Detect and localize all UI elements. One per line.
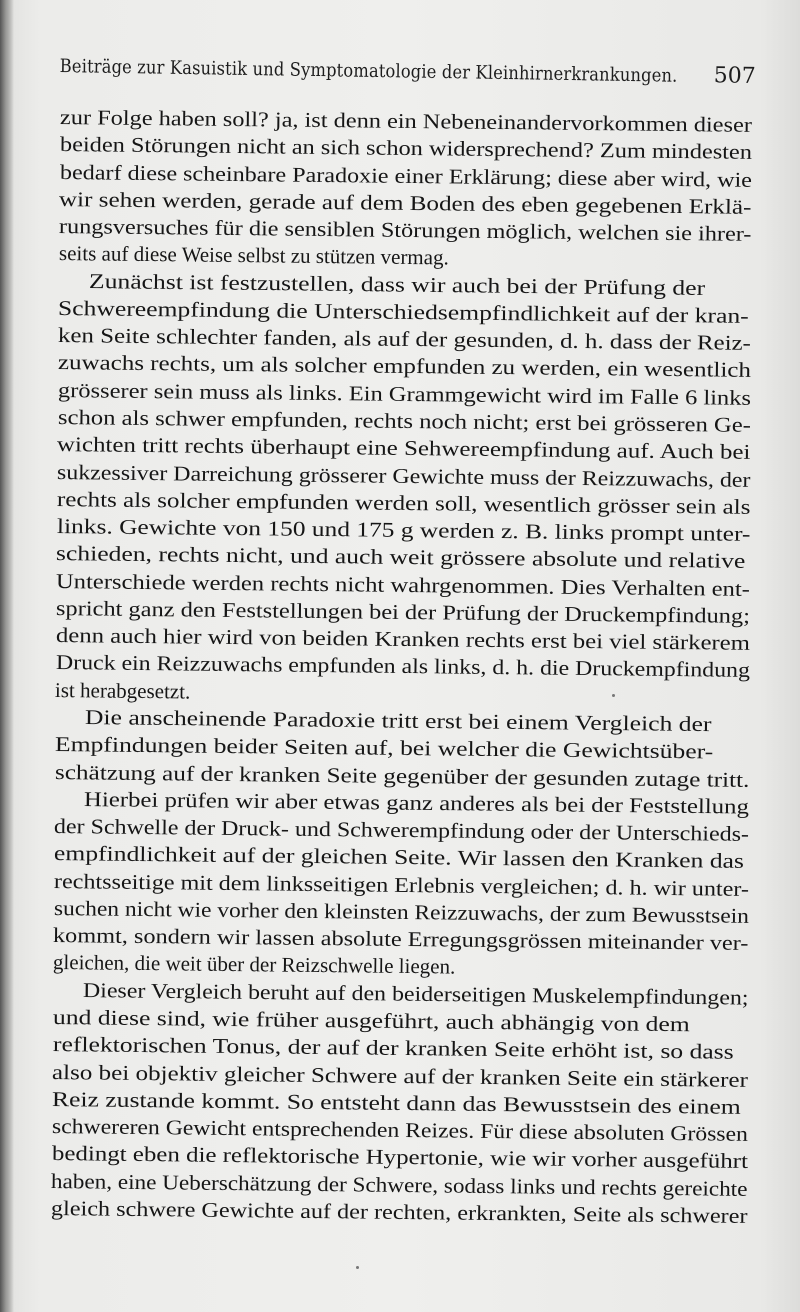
text-line: also bei objektiv gleicher Schwere auf der kranken Seite ein stärkerer	[51, 1059, 749, 1092]
text-line: schwereren Gewicht entsprechenden Reizes. Für diese absoluten Grössen	[51, 1114, 749, 1146]
text-line: ken Seite schlechter fanden, als auf der gesunden, d. h. dass der Reiz-	[57, 323, 752, 356]
text-line: zur Folge haben soll? ja, ist denn ein Nebeneinandervorkommen dieser	[59, 105, 753, 137]
text-line: schieden, rechts nicht, und auch weit grössere absolute und relative	[55, 541, 746, 574]
text-line: kommt, sondern wir lassen absolute Erregungsgrössen miteinander ver-	[52, 923, 749, 955]
text-line: grösserer sein muss als links. Ein Grammgewicht wird im Falle 6 links	[57, 377, 752, 410]
text-line: rechts als solcher empfunden werden soll, wesentlich grösser sein als	[56, 486, 751, 519]
text-line: der Schwelle der Druck- und Schwerempfindung oder der Unterschieds-	[53, 814, 750, 846]
print-speck	[356, 1266, 359, 1269]
text-line: wichten tritt rechts überhaupt eine Sehwereempfindung auf. Auch bei	[56, 432, 751, 465]
text-line: reflektorischen Tonus, der auf der kranken Seite erhöht ist, so dass	[52, 1032, 734, 1064]
text-line: schätzung auf der kranken Seite gegenüber der gesunden zutage tritt.	[54, 759, 750, 792]
text-line: Hierbei prüfen wir aber etwas ganz anderes als bei der Feststellung	[83, 786, 750, 819]
text-line: Reiz zustande kommt. So entsteht dann das Bewusstsein des einem	[51, 1086, 741, 1119]
print-speck	[612, 694, 615, 697]
text-line: Druck ein Reizzuwachs empfunden als links, d. h. die Druckempfindung	[55, 650, 751, 683]
text-line: Empfindungen beider Seiten auf, bei welcher die Gewichtsüber-	[54, 732, 714, 764]
text-line: suchen nicht wie vorher den kleinsten Reizzuwachs, der zum Bewusstsein	[53, 895, 750, 928]
text-line: und diese sind, wie früher ausgeführt, auch abhängig von dem	[52, 1004, 690, 1037]
text-line: sukzessiver Darreichung grösserer Gewichte muss der Reizzuwachs, der	[56, 459, 751, 492]
text-line: rungsversuches für die sensiblen Störungen möglich, welchen sie ihrer-	[58, 214, 752, 246]
text-line: empfindlichkeit auf der gleichen Seite. Wir lassen den Kranken das	[53, 841, 745, 874]
text-line: seits auf diese Weise selbst zu stützen vermag.	[58, 241, 449, 270]
text-line: gleichen, die weit über der Reizschwelle liegen.	[52, 950, 456, 979]
text-line: gleich schwere Gewichte auf der rechten, erkrankten, Seite als schwerer	[50, 1195, 748, 1228]
text-line: haben, eine Ueberschätzung der Schwere, sodass links und rechts gereichte	[50, 1168, 748, 1201]
text-line: links. Gewichte von 150 und 175 g werden z. B. links prompt unter-	[56, 514, 751, 546]
text-line: ist herabgesetzt.	[54, 677, 191, 704]
running-head-title: Beiträge zur Kasuistik und Symptomatologie der Kleinhirnerkrankungen.	[59, 55, 678, 87]
text-line: beiden Störungen nicht an sich schon widersprechend? Zum mindesten	[59, 132, 753, 165]
text-line: Zunächst ist festzustellen, dass wir auch bei der Prüfung der	[88, 268, 706, 300]
text-line: rechtsseitige mit dem linksseitigen Erlebnis vergleichen; d. h. wir unter-	[53, 868, 750, 901]
text-line: wir sehen werden, gerade auf dem Boden des eben gegebenen Erklä-	[58, 186, 752, 219]
text-line: zuwachs rechts, um als solcher empfunden zu werden, ein wesentlich	[57, 350, 752, 383]
text-line: denn auch hier wird von beiden Kranken rechts erst bei viel stärkerem	[55, 623, 751, 655]
text-line: Dieser Vergleich beruht auf den beiderseitigen Muskelempfindungen;	[82, 977, 749, 1010]
text-line: Unterschiede werden rechts nicht wahrgenommen. Dies Verhalten ent-	[55, 568, 751, 601]
text-line: schon als schwer empfunden, rechts noch nicht; erst bei grösseren Ge-	[57, 405, 752, 437]
text-line: Schwereempfindung die Unterschiedsempfindlichkeit auf der kran-	[57, 295, 749, 328]
text-line: bedarf diese scheinbare Paradoxie einer Erklärung; diese aber wird, wie	[59, 159, 753, 192]
text-line: spricht ganz den Feststellungen bei der Prüfung der Druckempfindung;	[55, 595, 751, 628]
text-line: bedingt eben die reflektorische Hypertonie, wie wir vorher ausgeführt	[51, 1141, 749, 1174]
text-line: Die anscheinende Paradoxie tritt erst bei einem Vergleich der	[84, 704, 712, 736]
page-number: 507	[713, 63, 756, 89]
